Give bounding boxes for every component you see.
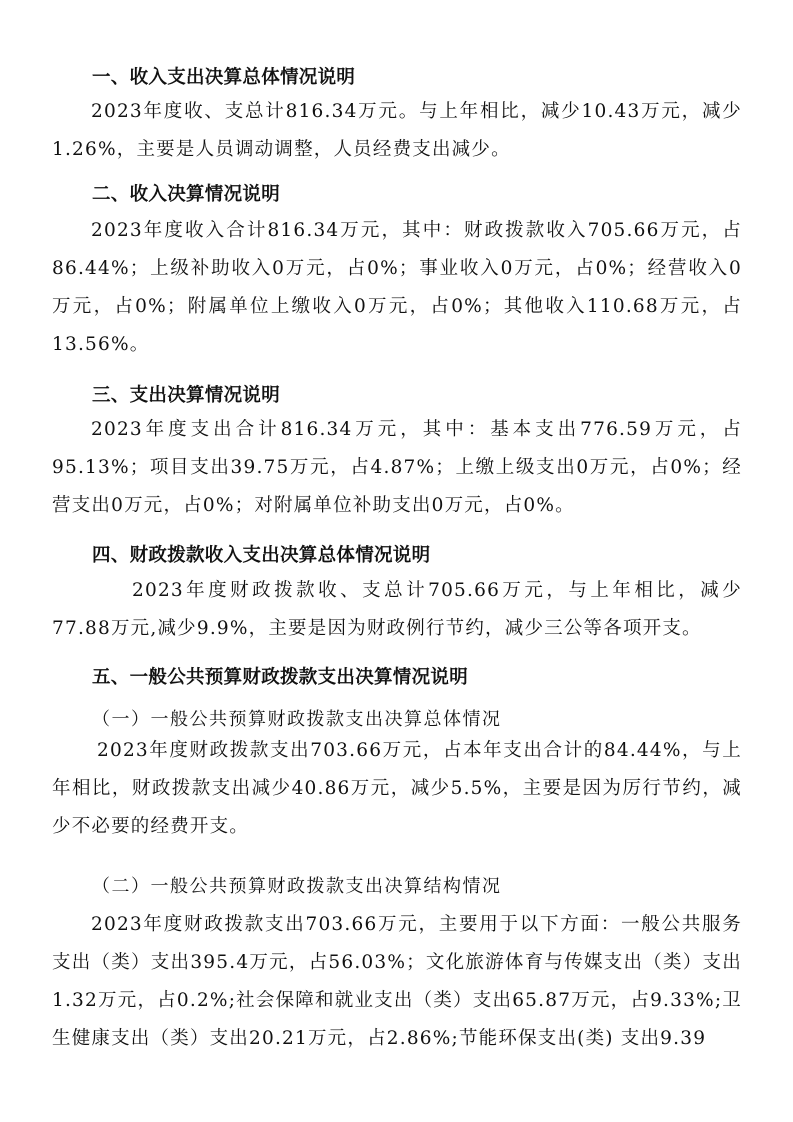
section-2-paragraph: 2023年度收入合计816.34万元，其中：财政拨款收入705.66万元，占86.44%；上级补助收入0万元，占0%；事业收入0万元，占0%；经营收入0万元，占0%；附属单位上缴收入0万元，占0%；其他收入110.68万元，占13.56%。: [52, 220, 742, 355]
section-4-heading: 四、财政拨款收入支出决算总体情况说明: [92, 545, 431, 566]
section-5-1-paragraph: 2023年度财政拨款支出703.66万元，占本年支出合计的84.44%，与上年相比，财政拨款支出减少40.86万元，减少5.5%，主要是因为厉行节约，减少不必要的经费开支。: [52, 740, 742, 837]
section-1-heading: 一、收入支出决算总体情况说明: [92, 67, 356, 88]
section-3-heading: 三、支出决算情况说明: [92, 385, 281, 406]
section-4-paragraph: 2023年度财政拨款收、支总计705.66万元，与上年相比，减少77.88万元,减少9.9%，主要是因为财政例行节约，减少三公等各项开支。: [52, 580, 742, 639]
section-5-2-paragraph: 2023年度财政拨款支出703.66万元，主要用于以下方面：一般公共服务支出（类）支出395.4万元，占56.03%；文化旅游体育与传媒支出（类）支出1.32万元，占0.2%;社会保障和就业支出（类）支出65.87万元，占9.33%;卫生健康支出（类）支出20.21万元，占2.86%;节能环保支出(类) 支出9.39: [52, 914, 742, 1049]
section-3-paragraph: 2023年度支出合计816.34万元，其中：基本支出776.59万元，占95.13%；项目支出39.75万元，占4.87%；上缴上级支出0万元，占0%；经营支出0万元，占0%；对附属单位补助支出0万元，占0%。: [52, 419, 742, 516]
section-2-heading: 二、收入决算情况说明: [92, 184, 281, 205]
section-5-heading: 五、一般公共预算财政拨款支出决算情况说明: [92, 667, 469, 688]
section-1-paragraph: 2023年度收、支总计816.34万元。与上年相比，减少10.43万元，减少1.26%，主要是人员调动调整，人员经费支出减少。: [52, 101, 742, 160]
section-5-2-subheading: （二）一般公共预算财政拨款支出决算结构情况: [92, 876, 502, 897]
section-5-1-subheading: （一）一般公共预算财政拨款支出决算总体情况: [92, 709, 502, 730]
